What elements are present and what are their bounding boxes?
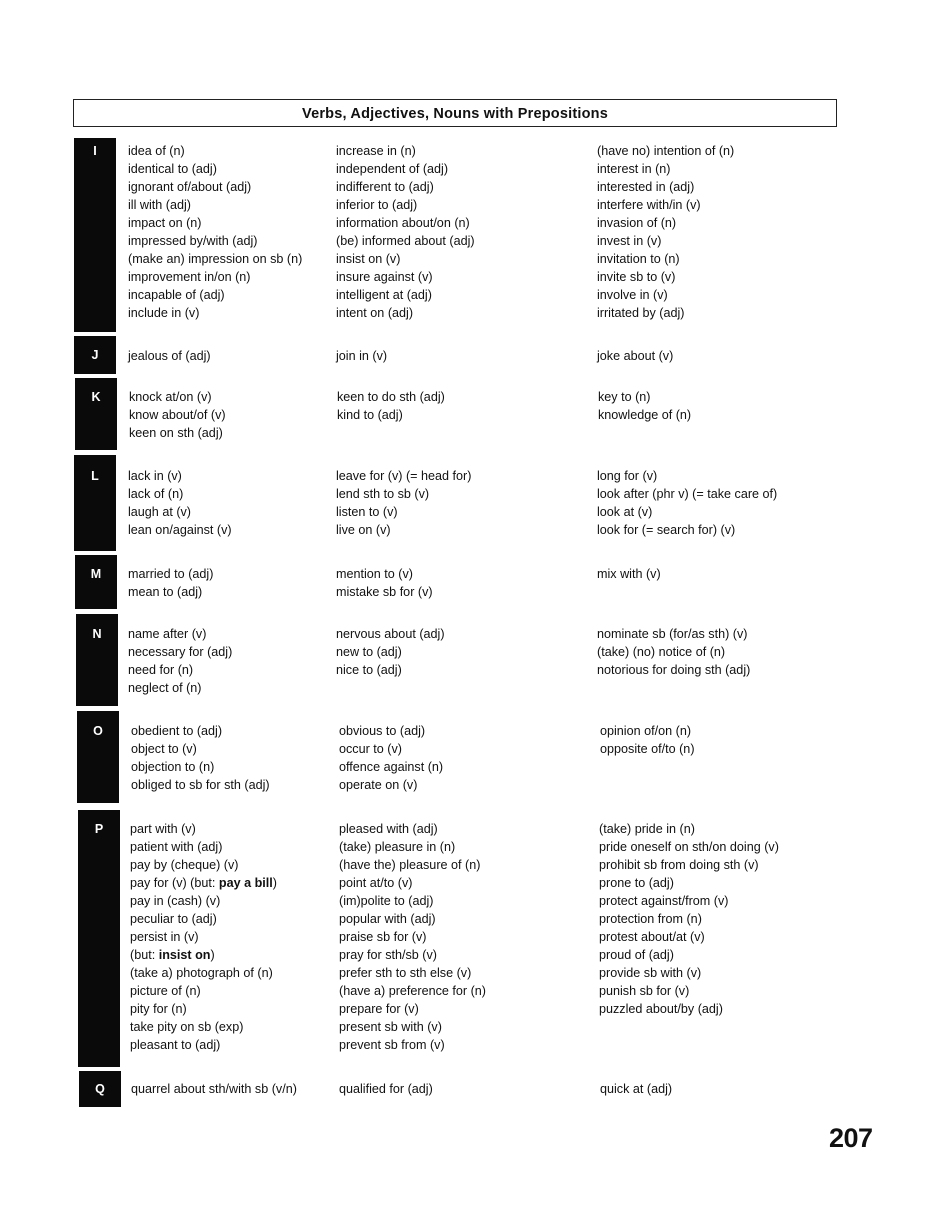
list-item: jealous of (adj) — [128, 349, 211, 363]
list-item: protect against/from (v) — [599, 894, 729, 908]
list-item: protest about/at (v) — [599, 930, 705, 944]
column-2 — [339, 1080, 433, 1098]
list-item: idea of (n) — [128, 144, 185, 158]
list-item: irritated by (adj) — [597, 306, 685, 320]
column-1 — [131, 1080, 297, 1098]
column-1 — [128, 625, 232, 697]
list-item: prepare for (v) — [339, 1002, 419, 1016]
list-item: impressed by/with (adj) — [128, 234, 258, 248]
list-item: mean to (adj) — [128, 585, 203, 599]
list-item: increase in (n) — [336, 144, 416, 158]
section-letter: I — [74, 138, 116, 332]
list-item: take pity on sb (exp) — [130, 1020, 244, 1034]
list-item: pray for sth/sb (v) — [339, 948, 437, 962]
list-item: mention to (v) — [336, 567, 413, 581]
list-item: persist in (v) — [130, 930, 199, 944]
list-item: provide sb with (v) — [599, 966, 702, 980]
list-item: (have the) pleasure of (n) — [339, 858, 481, 872]
column-2 — [336, 347, 387, 365]
list-item: leave for (v) (= head for) — [336, 469, 472, 483]
list-item: point at/to (v) — [339, 876, 413, 890]
entry-text: pay for (v) (but: — [130, 876, 219, 890]
section-letter: N — [76, 614, 118, 706]
list-item: occur to (v) — [339, 742, 402, 756]
list-item — [130, 874, 277, 892]
list-item: praise sb for (v) — [339, 930, 427, 944]
list-item: nominate sb (for/as sth) (v) — [597, 627, 748, 641]
column-3 — [600, 722, 695, 758]
list-item: pride oneself on sth/on doing (v) — [599, 840, 779, 854]
list-item: know about/of (v) — [129, 408, 226, 422]
section-n — [76, 614, 836, 706]
list-item: impact on (n) — [128, 216, 202, 230]
list-item: (have a) preference for (n) — [339, 984, 486, 998]
column-2 — [337, 388, 445, 424]
list-item: lend sth to sb (v) — [336, 487, 430, 501]
list-item: indifferent to (adj) — [336, 180, 434, 194]
list-item: patient with (adj) — [130, 840, 223, 854]
list-item: (take) pleasure in (n) — [339, 840, 456, 854]
list-item: quick at (adj) — [600, 1082, 673, 1096]
list-item: insist on (v) — [336, 252, 401, 266]
list-item: punish sb for (v) — [599, 984, 690, 998]
column-2 — [336, 142, 475, 322]
section-q — [79, 1071, 839, 1107]
list-item: incapable of (adj) — [128, 288, 225, 302]
list-item: look after (phr v) (= take care of) — [597, 487, 778, 501]
list-item: ill with (adj) — [128, 198, 191, 212]
list-item: keen on sth (adj) — [129, 426, 223, 440]
section-letter: P — [78, 810, 120, 1067]
list-item: keen to do sth (adj) — [337, 390, 445, 404]
column-3 — [597, 467, 777, 539]
list-item: prefer sth to sth else (v) — [339, 966, 472, 980]
list-item: protection from (n) — [599, 912, 702, 926]
page-title: Verbs, Adjectives, Nouns with Prepositions — [73, 99, 837, 127]
list-item: intelligent at (adj) — [336, 288, 432, 302]
list-item: opinion of/on (n) — [600, 724, 692, 738]
list-item: pity for (n) — [130, 1002, 187, 1016]
list-item: (have no) intention of (n) — [597, 144, 735, 158]
list-item: neglect of (n) — [128, 681, 202, 695]
closing-paren: ) — [210, 948, 215, 962]
list-item: (im)polite to (adj) — [339, 894, 434, 908]
list-item: pleasant to (adj) — [130, 1038, 221, 1052]
list-item: (be) informed about (adj) — [336, 234, 475, 248]
list-item: improvement in/on (n) — [128, 270, 251, 284]
section-letter: M — [75, 555, 117, 609]
list-item: popular with (adj) — [339, 912, 436, 926]
list-item: peculiar to (adj) — [130, 912, 217, 926]
list-item: listen to (v) — [336, 505, 398, 519]
list-item — [130, 946, 277, 964]
column-3 — [597, 565, 661, 583]
list-item: (take) (no) notice of (n) — [597, 645, 726, 659]
section-o — [77, 711, 837, 803]
list-item: nice to (adj) — [336, 663, 402, 677]
column-1 — [128, 565, 213, 601]
list-item: pay in (cash) (v) — [130, 894, 221, 908]
column-3 — [598, 388, 691, 424]
list-item: knowledge of (n) — [598, 408, 692, 422]
column-1 — [130, 820, 277, 1054]
list-item: pay by (cheque) (v) — [130, 858, 239, 872]
list-item: involve in (v) — [597, 288, 668, 302]
section-p — [78, 810, 838, 1067]
list-item: need for (n) — [128, 663, 194, 677]
section-i — [74, 138, 834, 332]
list-item: name after (v) — [128, 627, 207, 641]
list-item: include in (v) — [128, 306, 200, 320]
list-item: notorious for doing sth (adj) — [597, 663, 751, 677]
list-item: offence against (n) — [339, 760, 444, 774]
column-3 — [597, 347, 673, 365]
list-item: key to (n) — [598, 390, 651, 404]
list-item: picture of (n) — [130, 984, 201, 998]
list-item: part with (v) — [130, 822, 196, 836]
list-item: mistake sb for (v) — [336, 585, 433, 599]
list-item: obvious to (adj) — [339, 724, 426, 738]
list-item: live on (v) — [336, 523, 391, 537]
page-number: 207 — [829, 1123, 873, 1153]
list-item: prohibit sb from doing sth (v) — [599, 858, 759, 872]
list-item: pleased with (adj) — [339, 822, 438, 836]
column-1 — [131, 722, 270, 794]
section-letter: L — [74, 455, 116, 551]
list-item: new to (adj) — [336, 645, 402, 659]
closing-paren: ) — [272, 876, 277, 890]
column-1 — [128, 467, 232, 539]
list-item: knock at/on (v) — [129, 390, 212, 404]
column-3 — [600, 1080, 672, 1098]
list-item: invasion of (n) — [597, 216, 677, 230]
column-1 — [128, 142, 302, 322]
list-item: interest in (n) — [597, 162, 671, 176]
section-k — [75, 378, 835, 450]
section-letter: K — [75, 378, 117, 450]
list-item: lean on/against (v) — [128, 523, 232, 537]
list-item: look for (= search for) (v) — [597, 523, 736, 537]
list-item: joke about (v) — [597, 349, 674, 363]
section-m — [75, 555, 835, 609]
list-item: operate on (v) — [339, 778, 418, 792]
bold-phrase: insist on — [158, 948, 211, 962]
list-item: join in (v) — [336, 349, 388, 363]
list-item: puzzled about/by (adj) — [599, 1002, 723, 1016]
section-j — [74, 336, 834, 374]
list-item: nervous about (adj) — [336, 627, 445, 641]
column-2 — [336, 467, 471, 539]
column-2 — [339, 820, 486, 1054]
section-letter: O — [77, 711, 119, 803]
list-item: present sb with (v) — [339, 1020, 442, 1034]
list-item: obedient to (adj) — [131, 724, 223, 738]
list-item: prone to (adj) — [599, 876, 674, 890]
list-item: invite sb to (v) — [597, 270, 676, 284]
section-letter: J — [74, 336, 116, 374]
list-item: lack of (n) — [128, 487, 184, 501]
list-item: (take a) photograph of (n) — [130, 966, 273, 980]
entry-text: (but: — [130, 948, 159, 962]
list-item: proud of (adj) — [599, 948, 674, 962]
list-item: opposite of/to (n) — [600, 742, 695, 756]
list-item: ignorant of/about (adj) — [128, 180, 252, 194]
list-item: look at (v) — [597, 505, 653, 519]
column-1 — [129, 388, 226, 442]
list-item: married to (adj) — [128, 567, 214, 581]
column-2 — [339, 722, 443, 794]
list-item: objection to (n) — [131, 760, 215, 774]
list-item: mix with (v) — [597, 567, 661, 581]
list-item: interfere with/in (v) — [597, 198, 701, 212]
list-item: inferior to (adj) — [336, 198, 418, 212]
list-item: quarrel about sth/with sb (v/n) — [131, 1082, 297, 1096]
list-item: prevent sb from (v) — [339, 1038, 445, 1052]
column-1 — [128, 347, 211, 365]
list-item: laugh at (v) — [128, 505, 191, 519]
list-item: qualified for (adj) — [339, 1082, 433, 1096]
list-item: (take) pride in (n) — [599, 822, 695, 836]
column-3 — [599, 820, 779, 1018]
list-item: invitation to (n) — [597, 252, 680, 266]
column-3 — [597, 625, 750, 679]
list-item: independent of (adj) — [336, 162, 449, 176]
list-item: lack in (v) — [128, 469, 182, 483]
list-item: kind to (adj) — [337, 408, 403, 422]
list-item: object to (v) — [131, 742, 197, 756]
list-item: necessary for (adj) — [128, 645, 233, 659]
list-item: invest in (v) — [597, 234, 662, 248]
list-item: insure against (v) — [336, 270, 433, 284]
list-item: intent on (adj) — [336, 306, 414, 320]
section-l — [74, 455, 834, 551]
column-3 — [597, 142, 734, 322]
list-item: identical to (adj) — [128, 162, 217, 176]
list-item: long for (v) — [597, 469, 658, 483]
list-item: (make an) impression on sb (n) — [128, 252, 303, 266]
column-2 — [336, 625, 445, 679]
list-item: interested in (adj) — [597, 180, 695, 194]
column-2 — [336, 565, 433, 601]
list-item: obliged to sb for sth (adj) — [131, 778, 270, 792]
bold-phrase: pay a bill — [218, 876, 273, 890]
section-letter: Q — [79, 1071, 121, 1107]
list-item: information about/on (n) — [336, 216, 470, 230]
